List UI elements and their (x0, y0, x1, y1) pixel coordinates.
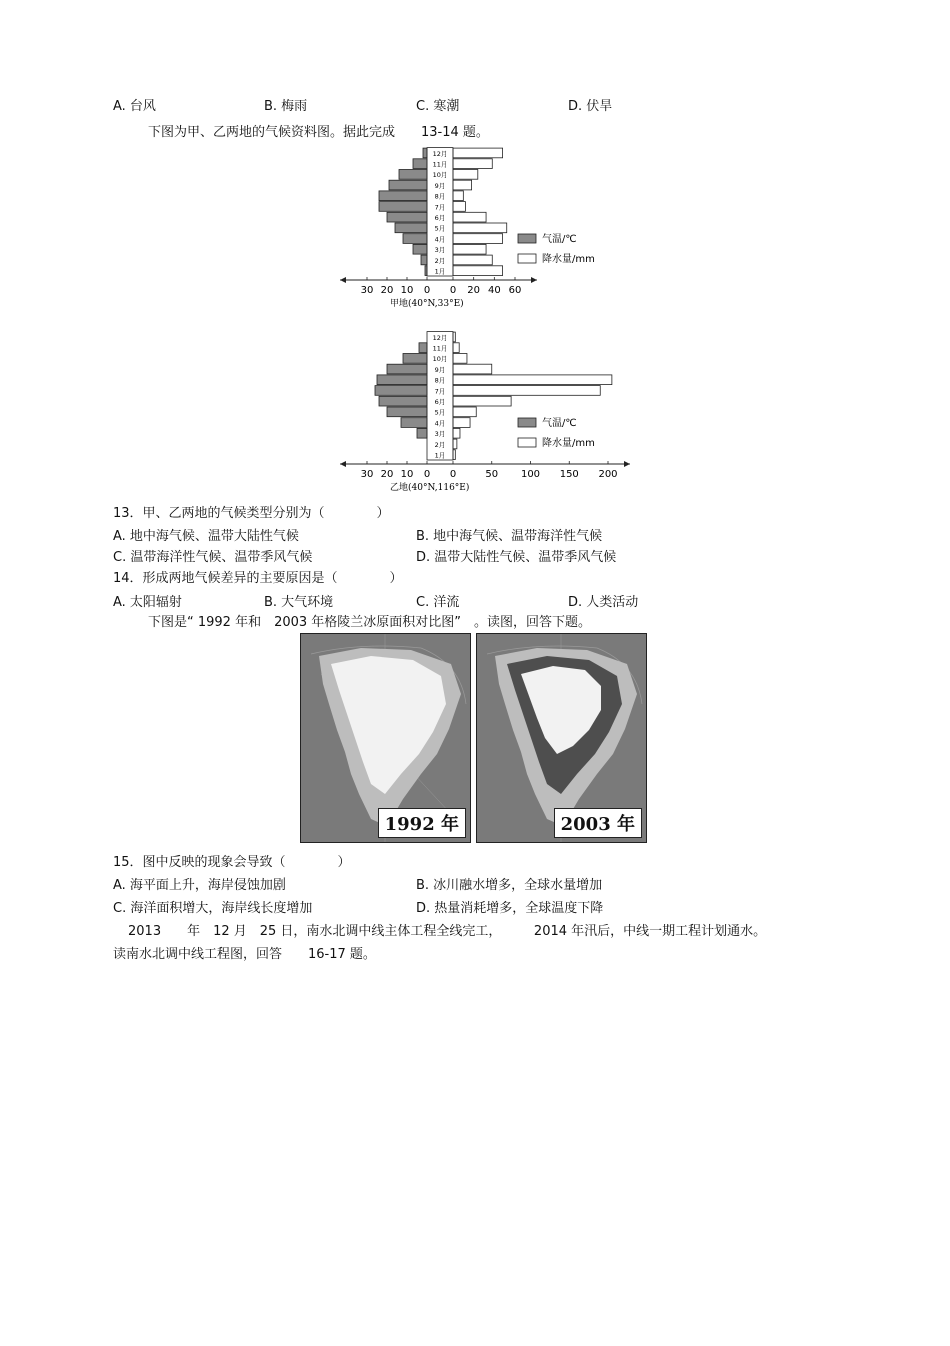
temp-bar (413, 159, 427, 169)
q14-option-d: D. 人类活动 (568, 595, 639, 610)
month-label: 7月 (434, 387, 446, 396)
greenland-map-2003 (476, 633, 647, 843)
legend-precip-label: 降水量/mm (542, 254, 595, 265)
q13-option-a: A. 地中海气候、温带大陆性气候 (113, 529, 299, 544)
precip-bar (453, 170, 478, 180)
axis-arrow-right (624, 461, 630, 467)
temp-bar (379, 202, 427, 212)
precip-bar (453, 255, 492, 265)
intro-15: 下图是“ 1992 年和 2003 年格陵兰冰原面积对比图” 。读图，回答下题。 (148, 615, 592, 630)
temp-bar (387, 407, 427, 417)
precip-bar (453, 418, 470, 428)
temp-tick-label: 20 (380, 469, 394, 480)
precip-bar (453, 159, 492, 169)
month-label: 6月 (434, 214, 446, 222)
climate-chart-yi (335, 332, 618, 502)
legend-temp-swatch (518, 418, 536, 427)
greenland-map-1992 (300, 633, 471, 843)
q12-option-b: B. 梅雨 (264, 99, 308, 114)
temp-tick-label: 30 (360, 469, 374, 480)
month-label: 10月 (432, 355, 448, 364)
q15-option-c: C. 海洋面积增大，海岸线长度增加 (113, 901, 313, 916)
precip-tick-label: 50 (485, 469, 499, 480)
month-label: 7月 (434, 203, 446, 212)
precip-bar (453, 244, 486, 254)
temp-bar (389, 180, 427, 190)
precip-bar (453, 212, 486, 222)
precip-bar (453, 354, 467, 364)
chart-title: 甲地(40°N,33°E) (390, 299, 464, 309)
precip-bar (453, 343, 459, 353)
legend-temp-swatch (518, 234, 536, 243)
precip-bar (453, 428, 460, 438)
month-label: 1月 (434, 451, 446, 460)
precip-tick-label: 0 (449, 469, 457, 480)
q14-option-a: A. 太阳辐射 (113, 595, 182, 610)
month-label: 2月 (434, 440, 446, 449)
temp-bar (423, 148, 427, 158)
temp-bar (395, 223, 427, 233)
precip-tick-label: 60 (508, 285, 522, 296)
temp-bar (401, 418, 427, 428)
month-label: 9月 (434, 365, 446, 374)
month-label: 4月 (434, 419, 446, 428)
precip-tick-label: 200 (598, 469, 618, 480)
q15-stem: 15．图中反映的现象会导致（ ） (113, 855, 351, 870)
axis-arrow-left (340, 461, 346, 467)
month-label: 11月 (432, 344, 448, 353)
temp-bar (379, 396, 427, 406)
month-label: 2月 (434, 256, 446, 265)
precip-bar (453, 223, 507, 233)
precip-bar (453, 439, 457, 449)
q13-option-d: D. 温带大陆性气候、温带季风气候 (416, 550, 617, 565)
month-label: 1月 (434, 267, 446, 276)
precip-bar (453, 202, 465, 212)
month-label: 5月 (434, 408, 446, 417)
intro-13-14: 下图为甲、乙两地的气候资料图。据此完成 13-14 题。 (148, 125, 489, 140)
legend-precip-swatch (518, 254, 536, 263)
temp-tick-label: 0 (423, 469, 431, 480)
precip-bar (453, 386, 600, 396)
intro-16-17-line2: 读南水北调中线工程图，回答 16-17 题。 (113, 947, 376, 962)
temp-bar (377, 375, 427, 385)
temp-bar (417, 428, 427, 438)
temp-tick-label: 30 (360, 285, 374, 296)
precip-tick-label: 100 (520, 469, 541, 480)
precip-tick-label: 150 (559, 469, 579, 480)
temp-bar (419, 343, 427, 353)
month-label: 8月 (434, 376, 446, 385)
temp-tick-label: 20 (380, 285, 394, 296)
axis-arrow-left (340, 277, 346, 283)
climate-chart-jia (335, 146, 615, 318)
month-label: 3月 (434, 246, 446, 255)
legend-precip-label: 降水量/mm (542, 438, 595, 449)
legend-precip-swatch (518, 438, 536, 447)
map-label-2003: 2003 年 (554, 808, 642, 838)
precip-bar (453, 407, 476, 417)
q14-stem: 14．形成两地气候差异的主要原因是（ ） (113, 571, 403, 586)
month-label: 11月 (432, 160, 448, 169)
legend-temp-label: 气温/℃ (542, 234, 577, 245)
q15-option-d: D. 热量消耗增多，全球温度下降 (416, 901, 604, 916)
q12-option-d: D. 伏旱 (568, 99, 613, 114)
temp-tick-label: 10 (400, 469, 414, 480)
temp-bar (387, 364, 427, 374)
temp-bar (403, 354, 427, 364)
temp-bar (387, 212, 427, 222)
intro-16-17-line1: 2013 年 12 月 25 日，南水北调中线主体工程全线完工， 2014 年汛后，中线一期工程计划通水。 (128, 924, 767, 939)
month-label: 6月 (434, 398, 446, 406)
precip-bar (453, 375, 612, 385)
q14-option-c: C. 洋流 (416, 595, 460, 610)
temp-tick-label: 10 (400, 285, 414, 296)
q14-option-b: B. 大气环境 (264, 595, 334, 610)
chart-title: 乙地(40°N,116°E) (390, 483, 470, 493)
map-label-1992: 1992 年 (378, 808, 466, 838)
month-label: 8月 (434, 192, 446, 201)
month-label: 12月 (432, 333, 448, 342)
axis-arrow-right (531, 277, 537, 283)
precip-bar (453, 191, 463, 201)
precip-tick-label: 20 (467, 285, 481, 296)
precip-tick-label: 40 (487, 285, 501, 296)
month-label: 4月 (434, 235, 446, 244)
month-label: 5月 (434, 224, 446, 233)
q13-stem: 13．甲、乙两地的气候类型分别为（ ） (113, 506, 390, 521)
month-label: 10月 (432, 171, 448, 180)
temp-bar (399, 170, 427, 180)
temp-bar (375, 386, 427, 396)
precip-bar (453, 180, 472, 190)
month-label: 9月 (434, 181, 446, 190)
month-label: 3月 (434, 430, 446, 439)
temp-tick-label: 0 (423, 285, 431, 296)
temp-bar (413, 244, 427, 254)
q13-option-b: B. 地中海气候、温带海洋性气候 (416, 529, 603, 544)
q15-option-b: B. 冰川融水增多，全球水量增加 (416, 878, 603, 893)
precip-bar (453, 148, 503, 158)
precip-bar (453, 364, 492, 374)
legend-temp-label: 气温/℃ (542, 418, 577, 429)
q13-option-c: C. 温带海洋性气候、温带季风气候 (113, 550, 313, 565)
q15-option-a: A. 海平面上升，海岸侵蚀加剧 (113, 878, 286, 893)
q12-option-a: A. 台风 (113, 99, 156, 114)
temp-bar (403, 234, 427, 244)
precip-tick-label: 0 (449, 285, 457, 296)
month-label: 12月 (432, 149, 448, 158)
precip-bar (453, 266, 503, 276)
precip-bar (453, 234, 503, 244)
temp-bar (379, 191, 427, 201)
q12-option-c: C. 寒潮 (416, 99, 460, 114)
temp-bar (421, 255, 427, 265)
precip-bar (453, 396, 511, 406)
